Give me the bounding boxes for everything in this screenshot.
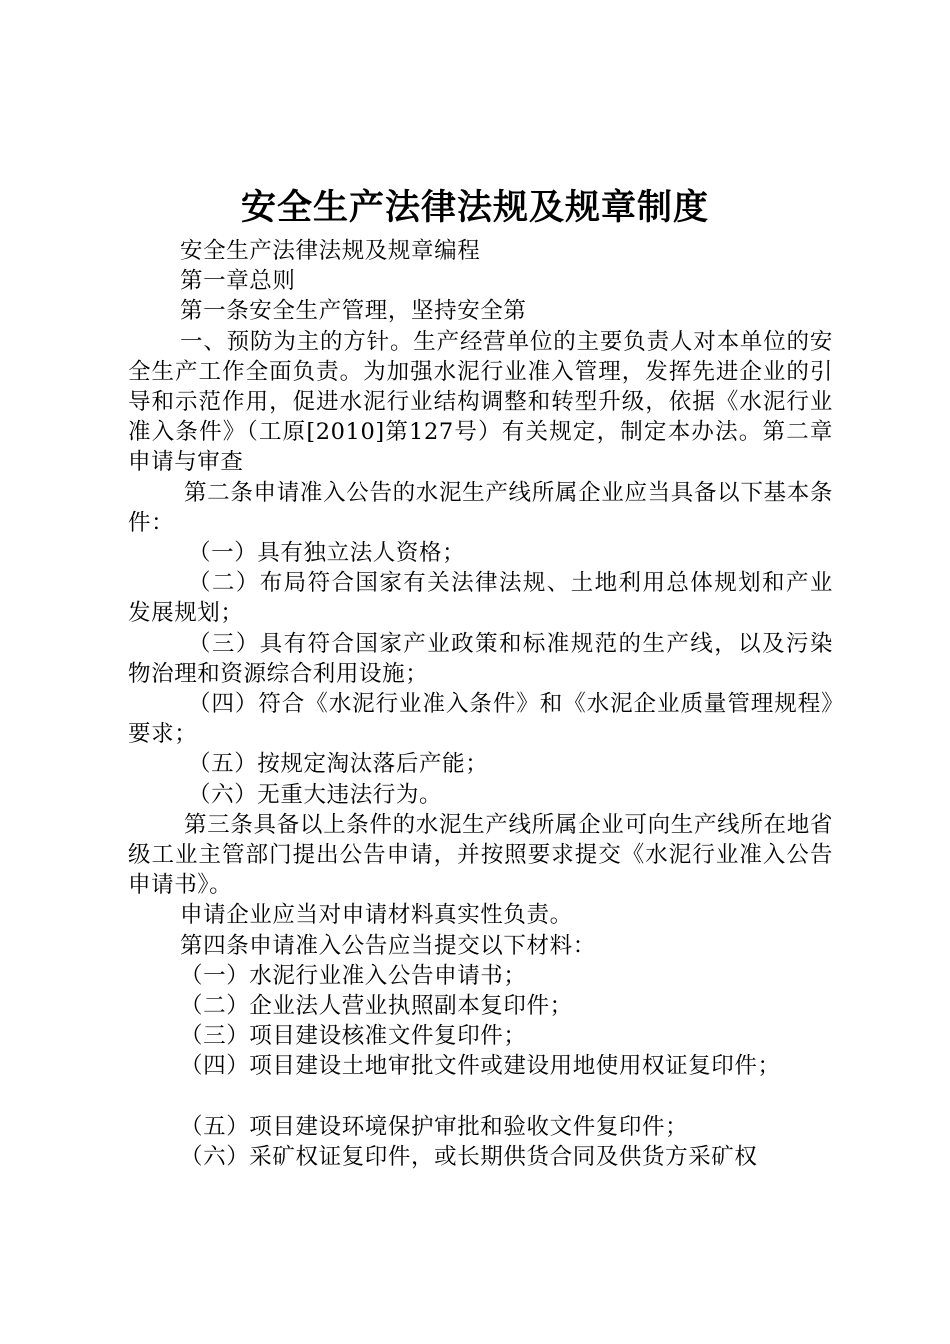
list-item: （二）布局符合国家有关法律法规、土地利用总体规划和产业发展规划； [128,570,833,627]
list-item: （四）项目建设土地审批文件或建设用地使用权证复印件； [180,1053,781,1080]
paragraph: 第一条安全生产管理，坚持安全第 [180,298,527,325]
paragraph-gap [128,1082,833,1112]
list-item: （四）符合《水泥行业准入条件》和《水泥企业质量管理规程》要求； [128,691,833,748]
paragraph: 安全生产法律法规及规章编程 [180,238,481,264]
paragraph: 第四条申请准入公告应当提交以下材料： [180,932,596,959]
paragraph: 申请企业应当对申请材料真实性负责。 [180,902,573,929]
paragraph: 第二条申请准入公告的水泥生产线所属企业应当具备以下基本条件： [128,479,833,536]
list-item: （三）具有符合国家产业政策和标准规范的生产线，以及污染物治理和资源综合利用设施； [128,630,833,687]
list-item: （六）采矿权证复印件，或长期供货合同及供货方采矿权 [180,1143,758,1170]
list-item: （一）水泥行业准入公告申请书； [180,962,527,989]
list-item: （五）项目建设环境保护审批和验收文件复印件； [180,1113,689,1140]
list-item: （二）企业法人营业执照副本复印件； [180,993,573,1020]
list-item: （一）具有独立法人资格； [188,540,466,567]
paragraph: 第三条具备以上条件的水泥生产线所属企业可向生产线所在地省级工业主管部门提出公告申请，并按照要求提交《水泥行业准入公告申请书》。 [128,811,833,899]
chapter-heading: 第一章总则 [180,268,296,295]
list-item: （六）无重大违法行为。 [188,781,443,808]
list-item: （五）按规定淘汰落后产能； [188,751,489,778]
document-title: 安全生产法律法规及规章制度 [240,188,709,228]
paragraph: 一、预防为主的方针。生产经营单位的主要负责人对本单位的安全生产工作全面负责。为加强水泥行业准入管理，发挥先进企业的引导和示范作用，促进水泥行业结构调整和转型升级，依据《水泥行业准入条件》（工原[2010]第127号）有关规定，制定本办法。第二章申请与审查 [128,328,833,476]
document-body [128,236,833,1172]
list-item: （三）项目建设核准文件复印件； [180,1023,527,1050]
